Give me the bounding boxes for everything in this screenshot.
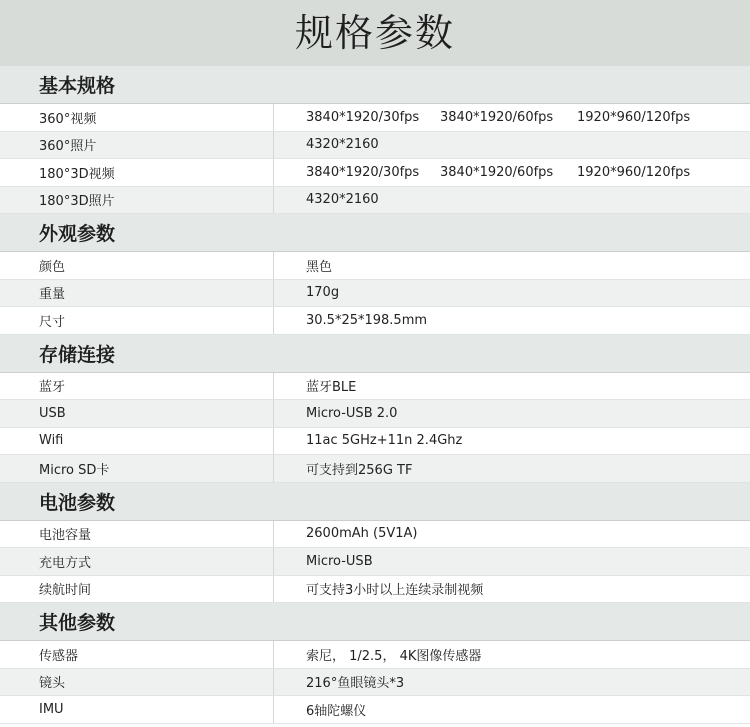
- spec-label: 180°3D照片: [39, 194, 115, 210]
- spec-row: [0, 696, 750, 724]
- spec-value-item: 1920*960/120fps: [577, 109, 691, 125]
- spec-label: 尺寸: [39, 314, 66, 330]
- spec-value: 黑色: [306, 259, 333, 275]
- spec-label: 颜色: [39, 259, 66, 275]
- page-title: 规格参数: [294, 11, 455, 55]
- section-header-appearance: [0, 214, 750, 252]
- section-title: 电池参数: [39, 491, 116, 514]
- spec-value: 30.5*25*198.5mm: [306, 312, 428, 328]
- spec-value: 2600mAh (5V1A): [306, 526, 418, 542]
- spec-value: Micro-USB 2.0: [306, 405, 398, 421]
- spec-value-item: 3840*1920/60fps: [440, 164, 554, 180]
- spec-value: [306, 137, 750, 152]
- spec-label: 360°视频: [39, 111, 97, 127]
- spec-value-item: 1920*960/120fps: [577, 164, 691, 180]
- spec-row: [0, 576, 750, 604]
- spec-label: 360°照片: [39, 139, 97, 155]
- spec-value-item: 3840*1920/60fps: [440, 109, 554, 125]
- spec-value-item: 4320*2160: [306, 137, 379, 153]
- spec-row: [0, 455, 750, 483]
- spec-row: [0, 548, 750, 576]
- spec-value: [306, 110, 750, 125]
- spec-value: [306, 165, 750, 180]
- spec-label: 重量: [39, 287, 66, 303]
- spec-label: IMU: [39, 701, 64, 717]
- spec-label: 镜头: [39, 676, 66, 692]
- spec-row: [0, 187, 750, 215]
- section-header-basic: [0, 66, 750, 104]
- spec-label: Micro SD卡: [39, 462, 110, 478]
- spec-value: 蓝牙BLE: [306, 380, 357, 396]
- section-header-battery: [0, 483, 750, 521]
- spec-row: [0, 521, 750, 549]
- spec-value: 170g: [306, 285, 340, 301]
- section-header-storage: [0, 335, 750, 373]
- spec-value: 6轴陀螺仪: [306, 703, 367, 719]
- spec-label: 传感器: [39, 648, 79, 664]
- spec-row: [0, 307, 750, 335]
- spec-value: 索尼， 1/2.5， 4K图像传感器: [306, 648, 482, 664]
- section-title: 存储连接: [39, 343, 116, 366]
- spec-value-item: 3840*1920/30fps: [306, 164, 420, 180]
- spec-label: 蓝牙: [39, 380, 66, 396]
- section-title: 外观参数: [39, 223, 116, 245]
- spec-value-item: 3840*1920/30fps: [306, 109, 420, 125]
- spec-row: [0, 400, 750, 428]
- spec-label: 180°3D视频: [39, 166, 115, 182]
- spec-row: [0, 132, 750, 160]
- spec-value: 11ac 5GHz+11n 2.4Ghz: [306, 433, 463, 449]
- page-header: [0, 0, 750, 66]
- section-header-other: [0, 603, 750, 641]
- spec-row: [0, 252, 750, 280]
- spec-label: 电池容量: [39, 528, 92, 544]
- spec-label: 续航时间: [39, 583, 92, 599]
- spec-row: [0, 428, 750, 456]
- section-title: 基本规格: [39, 75, 116, 97]
- spec-label: 充电方式: [39, 555, 92, 571]
- spec-row: [0, 159, 750, 187]
- spec-label: Wifi: [39, 433, 64, 449]
- spec-label: USB: [39, 405, 66, 421]
- spec-row: [0, 280, 750, 308]
- section-title: 其他参数: [39, 612, 116, 634]
- spec-row: [0, 104, 750, 132]
- spec-row: [0, 669, 750, 697]
- spec-value-item: 4320*2160: [306, 192, 379, 208]
- spec-row: [0, 373, 750, 401]
- spec-value: 可支持到256G TF: [306, 462, 413, 478]
- spec-value: Micro-USB: [306, 553, 373, 569]
- spec-value: 216°鱼眼镜头*3: [306, 676, 405, 692]
- spec-row: [0, 641, 750, 669]
- spec-value: 可支持3小时以上连续录制视频: [306, 583, 484, 599]
- spec-value: [306, 192, 750, 207]
